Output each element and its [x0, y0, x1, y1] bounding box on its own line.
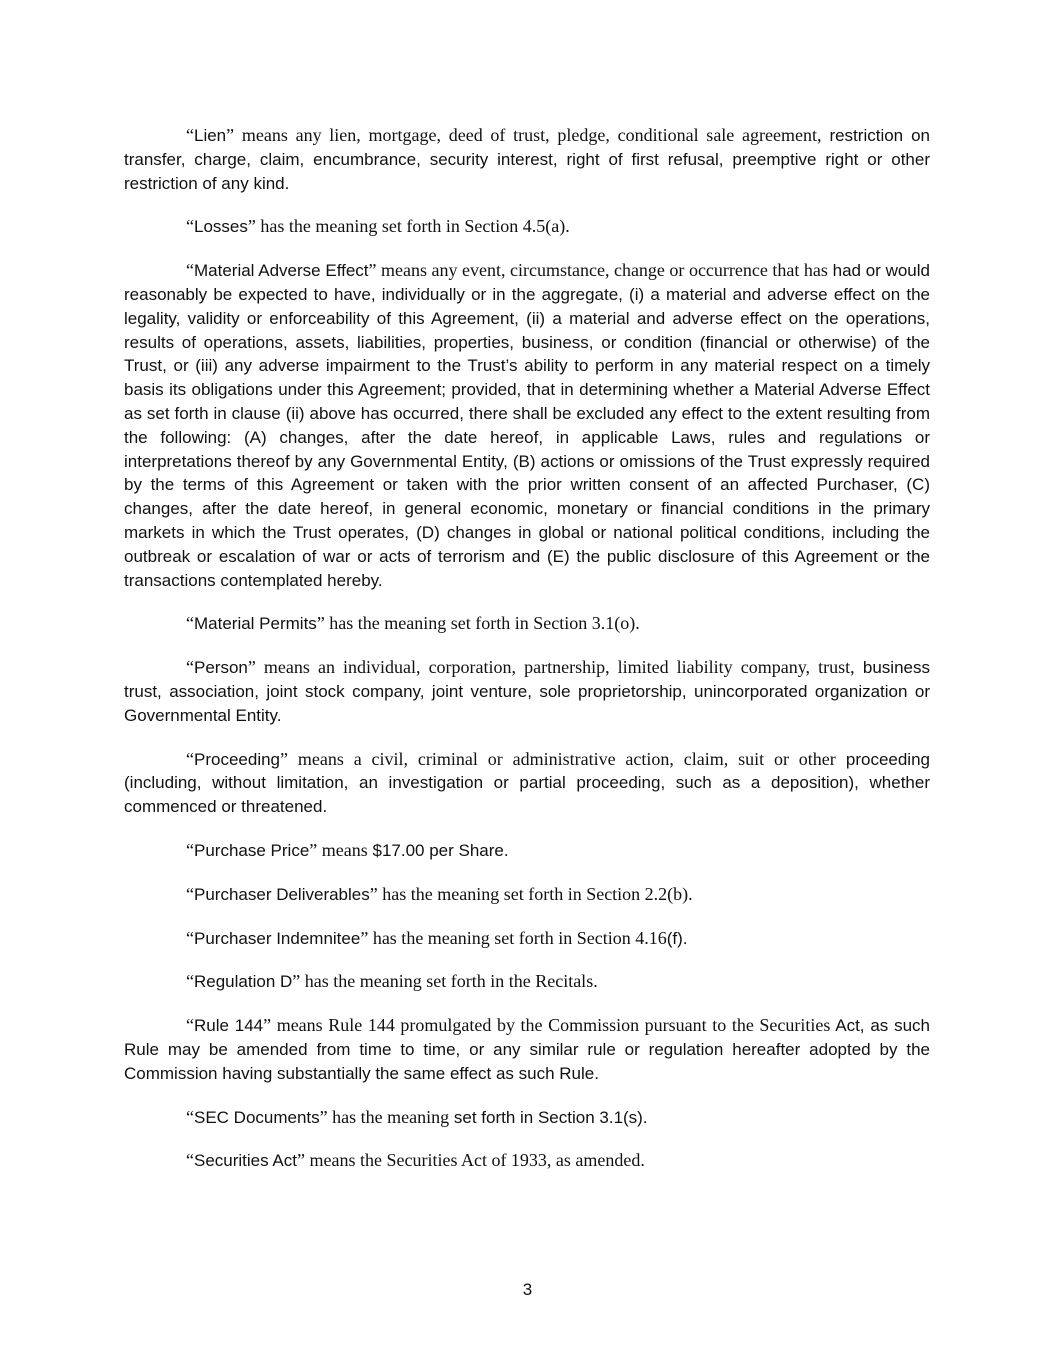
definition-text-lead: ” has the meaning set forth in Section 2.2(b).	[369, 883, 693, 904]
defined-term: Material Permits	[194, 614, 317, 634]
page-number: 3	[522, 1280, 533, 1299]
definition-text-lead: ” means any event, circumstance, change or occurrence that has	[368, 260, 828, 281]
definition-text-lead: ” has the meaning	[319, 1106, 450, 1127]
open-quote: “	[186, 1015, 194, 1036]
definition-text-lead: ” means a civil, criminal or administrative action, claim, suit or other	[280, 748, 836, 769]
definition-text: restriction on transfer, charge, claim, encumbrance, security interest, right of first refusal, preemptive right or other restriction of any kind.	[124, 126, 930, 193]
defined-term: Purchaser Deliverables	[194, 884, 370, 904]
definition-text-lead: ” means any lien, mortgage, deed of trust, pledge, conditional sale agreement,	[226, 125, 822, 145]
definition-text: had or would reasonably be expected to have, individually or in the aggregate, (i) a material and adverse effect on the legality, validity or enforceability of this Agreement, (ii) a material and adverse effect on the operations, results of operations, assets, liabilities, properties, business, or condition (financial or otherwise) of the Trust, or (iii) any adverse impairment to the Trust’s ability to perform in any material respect on a timely basis its obligations under this Agreement; provided, that in determining whether a Material Adverse Effect as set forth in clause (ii) above has occurred, there shall be excluded any effect to the extent resulting from the following: (A) changes, after the date hereof, in applicable Laws, rules and regulations or interpretations thereof by any Governmental Entity, (B) actions or omissions of the Trust expressly required by the terms of this Agreement or taken with the prior written consent of an affected Purchaser, (C) changes, after the date hereof, in general economic, monetary or financial conditions in the primary markets in which the Trust operates, (D) changes in global or national political conditions, including the outbreak or escalation of war or acts of terrorism and (E) the public disclosure of this Agreement or the transactions contemplated hereby.	[124, 261, 930, 590]
definition-purchaser-deliverables	[124, 883, 930, 907]
defined-term: Purchaser Indemnitee	[194, 928, 361, 948]
defined-term: SEC Documents	[194, 1107, 320, 1127]
open-quote: “	[186, 883, 194, 904]
definition-lien	[124, 124, 930, 195]
defined-term: Person	[194, 658, 248, 678]
definition-material-adverse-effect	[124, 259, 930, 592]
defined-term: Lien	[194, 126, 227, 145]
defined-term: Purchase Price	[194, 840, 310, 860]
definition-proceeding	[124, 748, 930, 819]
open-quote: “	[186, 748, 194, 769]
defined-term: Losses	[194, 217, 248, 237]
open-quote: “	[186, 1150, 194, 1171]
definition-text: set forth in Section 3.1(s).	[449, 1107, 648, 1127]
definition-text-lead: ” has the meaning set forth in Section 4.5(a).	[247, 216, 570, 237]
definition-text: (f).	[666, 928, 688, 948]
definitions-list	[124, 124, 930, 1193]
definition-securities-act	[124, 1149, 930, 1173]
open-quote: “	[186, 613, 194, 634]
defined-term: Rule 144	[194, 1016, 264, 1036]
definition-text: $17.00 per Share.	[367, 840, 509, 860]
open-quote: “	[186, 657, 194, 678]
definition-text-lead: ” means the Securities Act of 1933, as amended.	[297, 1150, 645, 1171]
open-quote: “	[186, 125, 194, 145]
open-quote: “	[186, 1106, 194, 1127]
definition-text-lead: ” has the meaning set forth in the Recitals.	[292, 971, 598, 992]
definition-text-lead: ” means	[309, 839, 368, 860]
definition-text: business trust, association, joint stock company, joint venture, sole proprietorship, unincorporated organization or Governmental Entity.	[124, 658, 930, 725]
open-quote: “	[186, 839, 194, 860]
definition-regulation-d	[124, 970, 930, 994]
open-quote: “	[186, 927, 194, 948]
definition-text: proceeding (including, without limitation, an investigation or partial proceeding, such as a deposition), whether commenced or threatened.	[124, 749, 930, 817]
defined-term: Regulation D	[194, 972, 293, 992]
definition-sec-documents	[124, 1106, 930, 1130]
defined-term: Proceeding	[194, 749, 281, 769]
definition-text-lead: ” means Rule 144 promulgated by the Commission pursuant to the Securities	[263, 1015, 831, 1036]
open-quote: “	[186, 216, 194, 237]
definition-losses	[124, 215, 930, 239]
defined-term: Material Adverse Effect	[194, 261, 369, 281]
definition-rule-144	[124, 1014, 930, 1085]
definition-text: Act, as such Rule may be amended from time to time, or any similar rule or regulation hereafter adopted by the Commission having substantially the same effect as such Rule.	[124, 1016, 930, 1083]
definition-material-permits	[124, 612, 930, 636]
definition-text-lead: ” means an individual, corporation, partnership, limited liability company, trust,	[247, 657, 855, 678]
definition-purchase-price	[124, 839, 930, 863]
open-quote: “	[186, 971, 194, 992]
definition-purchaser-indemnitee	[124, 927, 930, 951]
definition-person	[124, 656, 930, 727]
open-quote: “	[186, 260, 194, 281]
defined-term: Securities Act	[194, 1151, 297, 1171]
definition-text-lead: ” has the meaning set forth in Section 4.16	[360, 927, 667, 948]
definition-text-lead: ” has the meaning set forth in Section 3.1(o).	[316, 613, 640, 634]
